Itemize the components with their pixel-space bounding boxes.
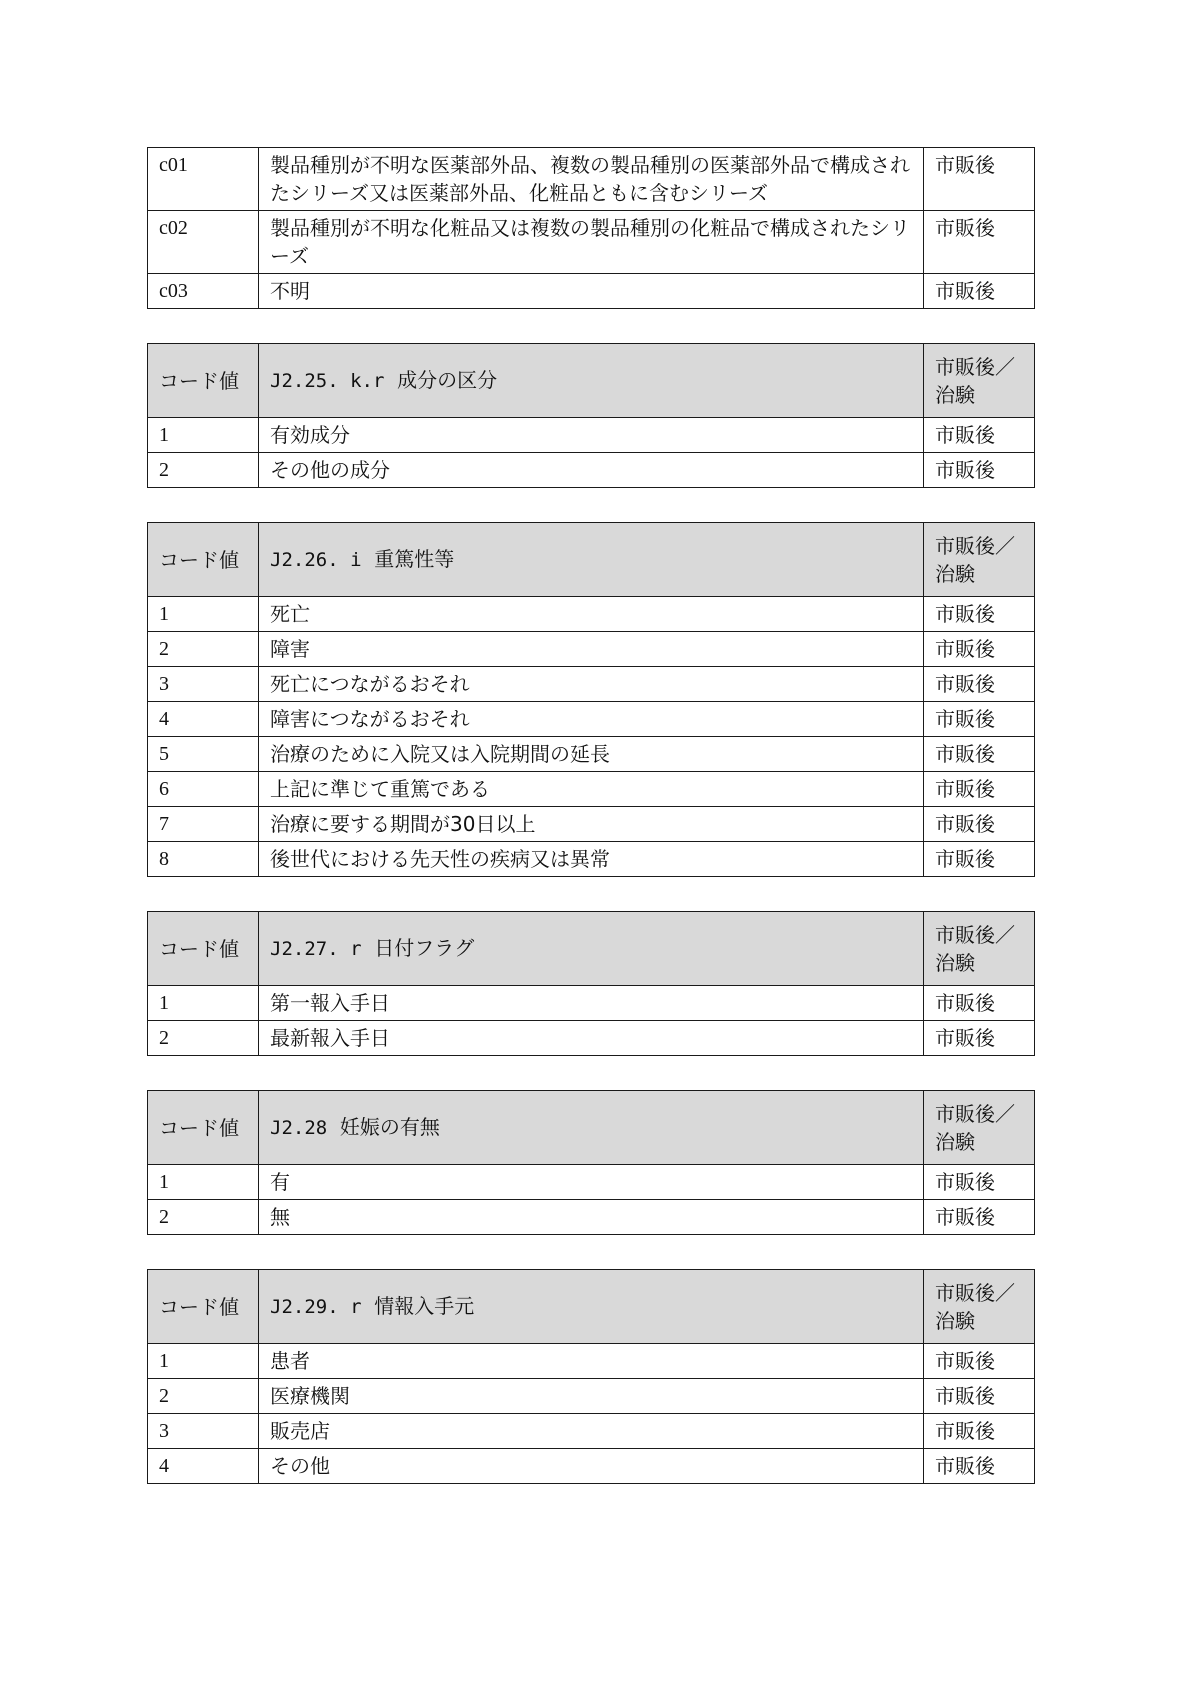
code-value-cell: 1: [148, 1344, 259, 1379]
header-code-label: コード値: [148, 1091, 259, 1165]
usage-type-cell: 市販後: [924, 702, 1035, 737]
code-description-cell: 医療機関: [259, 1379, 924, 1414]
code-value-cell: 8: [148, 842, 259, 877]
header-type-label: [924, 912, 1035, 986]
code-value-cell: 4: [148, 702, 259, 737]
header-field-id: J2.25. k.r: [270, 370, 385, 392]
usage-type-cell: 市販後: [924, 632, 1035, 667]
usage-type-cell: 市販後: [924, 211, 1035, 274]
code-value-cell: 1: [148, 986, 259, 1021]
code-description-cell: 治療に要する期間が30日以上: [259, 807, 924, 842]
code-description-cell: 治療のために入院又は入院期間の延長: [259, 737, 924, 772]
code-description-cell: 後世代における先天性の疾病又は異常: [259, 842, 924, 877]
table-row: [148, 807, 1035, 842]
usage-type-cell: 市販後: [924, 597, 1035, 632]
table-row: [148, 632, 1035, 667]
code-description-cell: 患者: [259, 1344, 924, 1379]
table-row: [148, 1379, 1035, 1414]
usage-type-cell: 市販後: [924, 1200, 1035, 1235]
code-value-cell: 2: [148, 1021, 259, 1056]
header-field-id: J2.28: [270, 1117, 328, 1139]
header-field-name: 成分の区分: [397, 368, 498, 392]
document-page: [147, 147, 1034, 1484]
code-description-cell: 無: [259, 1200, 924, 1235]
header-separator: [384, 368, 397, 392]
table-header-row: [148, 1091, 1035, 1165]
table-row: [148, 274, 1035, 309]
table-row: [148, 1021, 1035, 1056]
code-description-cell: 上記に準じて重篤である: [259, 772, 924, 807]
code-description-cell: 第一報入手日: [259, 986, 924, 1021]
header-type-line1: 市販後／: [935, 354, 1015, 379]
table-spacer: [147, 1235, 1034, 1269]
usage-type-cell: 市販後: [924, 667, 1035, 702]
table-header-row: [148, 1270, 1035, 1344]
code-description-cell: その他: [259, 1449, 924, 1484]
header-field-title: [259, 344, 924, 418]
header-type-line2: 治験: [935, 382, 975, 407]
header-type-line1: 市販後／: [935, 1101, 1015, 1126]
code-description-cell: その他の成分: [259, 453, 924, 488]
table-row: [148, 453, 1035, 488]
header-separator: [362, 1294, 375, 1318]
table-row: [148, 667, 1035, 702]
header-type-label: [924, 344, 1035, 418]
header-field-id: J2.27. r: [270, 938, 362, 960]
header-field-name: 情報入手元: [374, 1294, 475, 1318]
header-type-line2: 治験: [935, 1129, 975, 1154]
code-description-cell: 不明: [259, 274, 924, 309]
table-row: [148, 1344, 1035, 1379]
usage-type-cell: 市販後: [924, 807, 1035, 842]
table-spacer: [147, 309, 1034, 343]
header-type-label: [924, 1091, 1035, 1165]
code-description-cell: 障害につながるおそれ: [259, 702, 924, 737]
code-description-cell: 障害: [259, 632, 924, 667]
code-value-cell: 1: [148, 418, 259, 453]
usage-type-cell: 市販後: [924, 986, 1035, 1021]
code-description-cell: 最新報入手日: [259, 1021, 924, 1056]
header-field-name: 重篤性等: [374, 547, 455, 571]
header-code-label: コード値: [148, 344, 259, 418]
table-spacer: [147, 1056, 1034, 1090]
usage-type-cell: 市販後: [924, 1344, 1035, 1379]
header-code-label: コード値: [148, 1270, 259, 1344]
usage-type-cell: 市販後: [924, 1021, 1035, 1056]
code-value-cell: c03: [148, 274, 259, 309]
header-type-line2: 治験: [935, 950, 975, 975]
code-value-cell: 2: [148, 453, 259, 488]
code-table: [147, 343, 1035, 488]
code-description-cell: 有効成分: [259, 418, 924, 453]
header-code-label: コード値: [148, 523, 259, 597]
usage-type-cell: 市販後: [924, 418, 1035, 453]
header-type-line1: 市販後／: [935, 533, 1015, 558]
usage-type-cell: 市販後: [924, 1379, 1035, 1414]
table-row: [148, 737, 1035, 772]
table-row: [148, 986, 1035, 1021]
usage-type-cell: 市販後: [924, 842, 1035, 877]
header-field-id: J2.26. i: [270, 549, 362, 571]
header-field-name: 日付フラグ: [374, 936, 475, 960]
usage-type-cell: 市販後: [924, 1449, 1035, 1484]
header-type-label: [924, 523, 1035, 597]
usage-type-cell: 市販後: [924, 274, 1035, 309]
header-field-name: 妊娠の有無: [339, 1115, 440, 1139]
code-value-cell: 4: [148, 1449, 259, 1484]
code-table: [147, 522, 1035, 877]
header-code-label: コード値: [148, 912, 259, 986]
code-table: [147, 147, 1035, 309]
code-description-cell: 死亡: [259, 597, 924, 632]
table-row: [148, 211, 1035, 274]
table-row: [148, 702, 1035, 737]
header-field-id: J2.29. r: [270, 1296, 362, 1318]
code-value-cell: 2: [148, 1379, 259, 1414]
code-value-cell: 6: [148, 772, 259, 807]
code-value-cell: 1: [148, 597, 259, 632]
code-value-cell: 5: [148, 737, 259, 772]
code-table: [147, 1090, 1035, 1235]
table-header-row: [148, 523, 1035, 597]
table-row: [148, 148, 1035, 211]
header-separator: [362, 547, 375, 571]
header-field-title: [259, 523, 924, 597]
usage-type-cell: 市販後: [924, 737, 1035, 772]
code-value-cell: 2: [148, 1200, 259, 1235]
code-value-cell: 3: [148, 667, 259, 702]
code-value-cell: 1: [148, 1165, 259, 1200]
code-value-cell: 3: [148, 1414, 259, 1449]
code-table: [147, 1269, 1035, 1484]
header-field-title: [259, 912, 924, 986]
code-value-cell: c01: [148, 148, 259, 211]
usage-type-cell: 市販後: [924, 148, 1035, 211]
code-value-cell: 2: [148, 632, 259, 667]
table-header-row: [148, 912, 1035, 986]
table-header-row: [148, 344, 1035, 418]
table-row: [148, 597, 1035, 632]
code-value-cell: c02: [148, 211, 259, 274]
header-type-line1: 市販後／: [935, 1280, 1015, 1305]
code-description-cell: 製品種別が不明な化粧品又は複数の製品種別の化粧品で構成されたシリーズ: [259, 211, 924, 274]
code-description-cell: 有: [259, 1165, 924, 1200]
code-table: [147, 911, 1035, 1056]
table-row: [148, 842, 1035, 877]
header-type-label: [924, 1270, 1035, 1344]
header-separator: [327, 1115, 340, 1139]
header-type-line2: 治験: [935, 1308, 975, 1333]
usage-type-cell: 市販後: [924, 1165, 1035, 1200]
usage-type-cell: 市販後: [924, 1414, 1035, 1449]
code-description-cell: 販売店: [259, 1414, 924, 1449]
code-description-cell: 死亡につながるおそれ: [259, 667, 924, 702]
header-separator: [362, 936, 375, 960]
table-spacer: [147, 877, 1034, 911]
code-value-cell: 7: [148, 807, 259, 842]
header-field-title: [259, 1091, 924, 1165]
table-row: [148, 1449, 1035, 1484]
table-spacer: [147, 488, 1034, 522]
usage-type-cell: 市販後: [924, 453, 1035, 488]
header-type-line2: 治験: [935, 561, 975, 586]
table-row: [148, 772, 1035, 807]
header-type-line1: 市販後／: [935, 922, 1015, 947]
table-row: [148, 418, 1035, 453]
table-row: [148, 1165, 1035, 1200]
table-row: [148, 1200, 1035, 1235]
header-field-title: [259, 1270, 924, 1344]
table-row: [148, 1414, 1035, 1449]
usage-type-cell: 市販後: [924, 772, 1035, 807]
code-description-cell: 製品種別が不明な医薬部外品、複数の製品種別の医薬部外品で構成されたシリーズ又は医薬部外品、化粧品ともに含むシリーズ: [259, 148, 924, 211]
